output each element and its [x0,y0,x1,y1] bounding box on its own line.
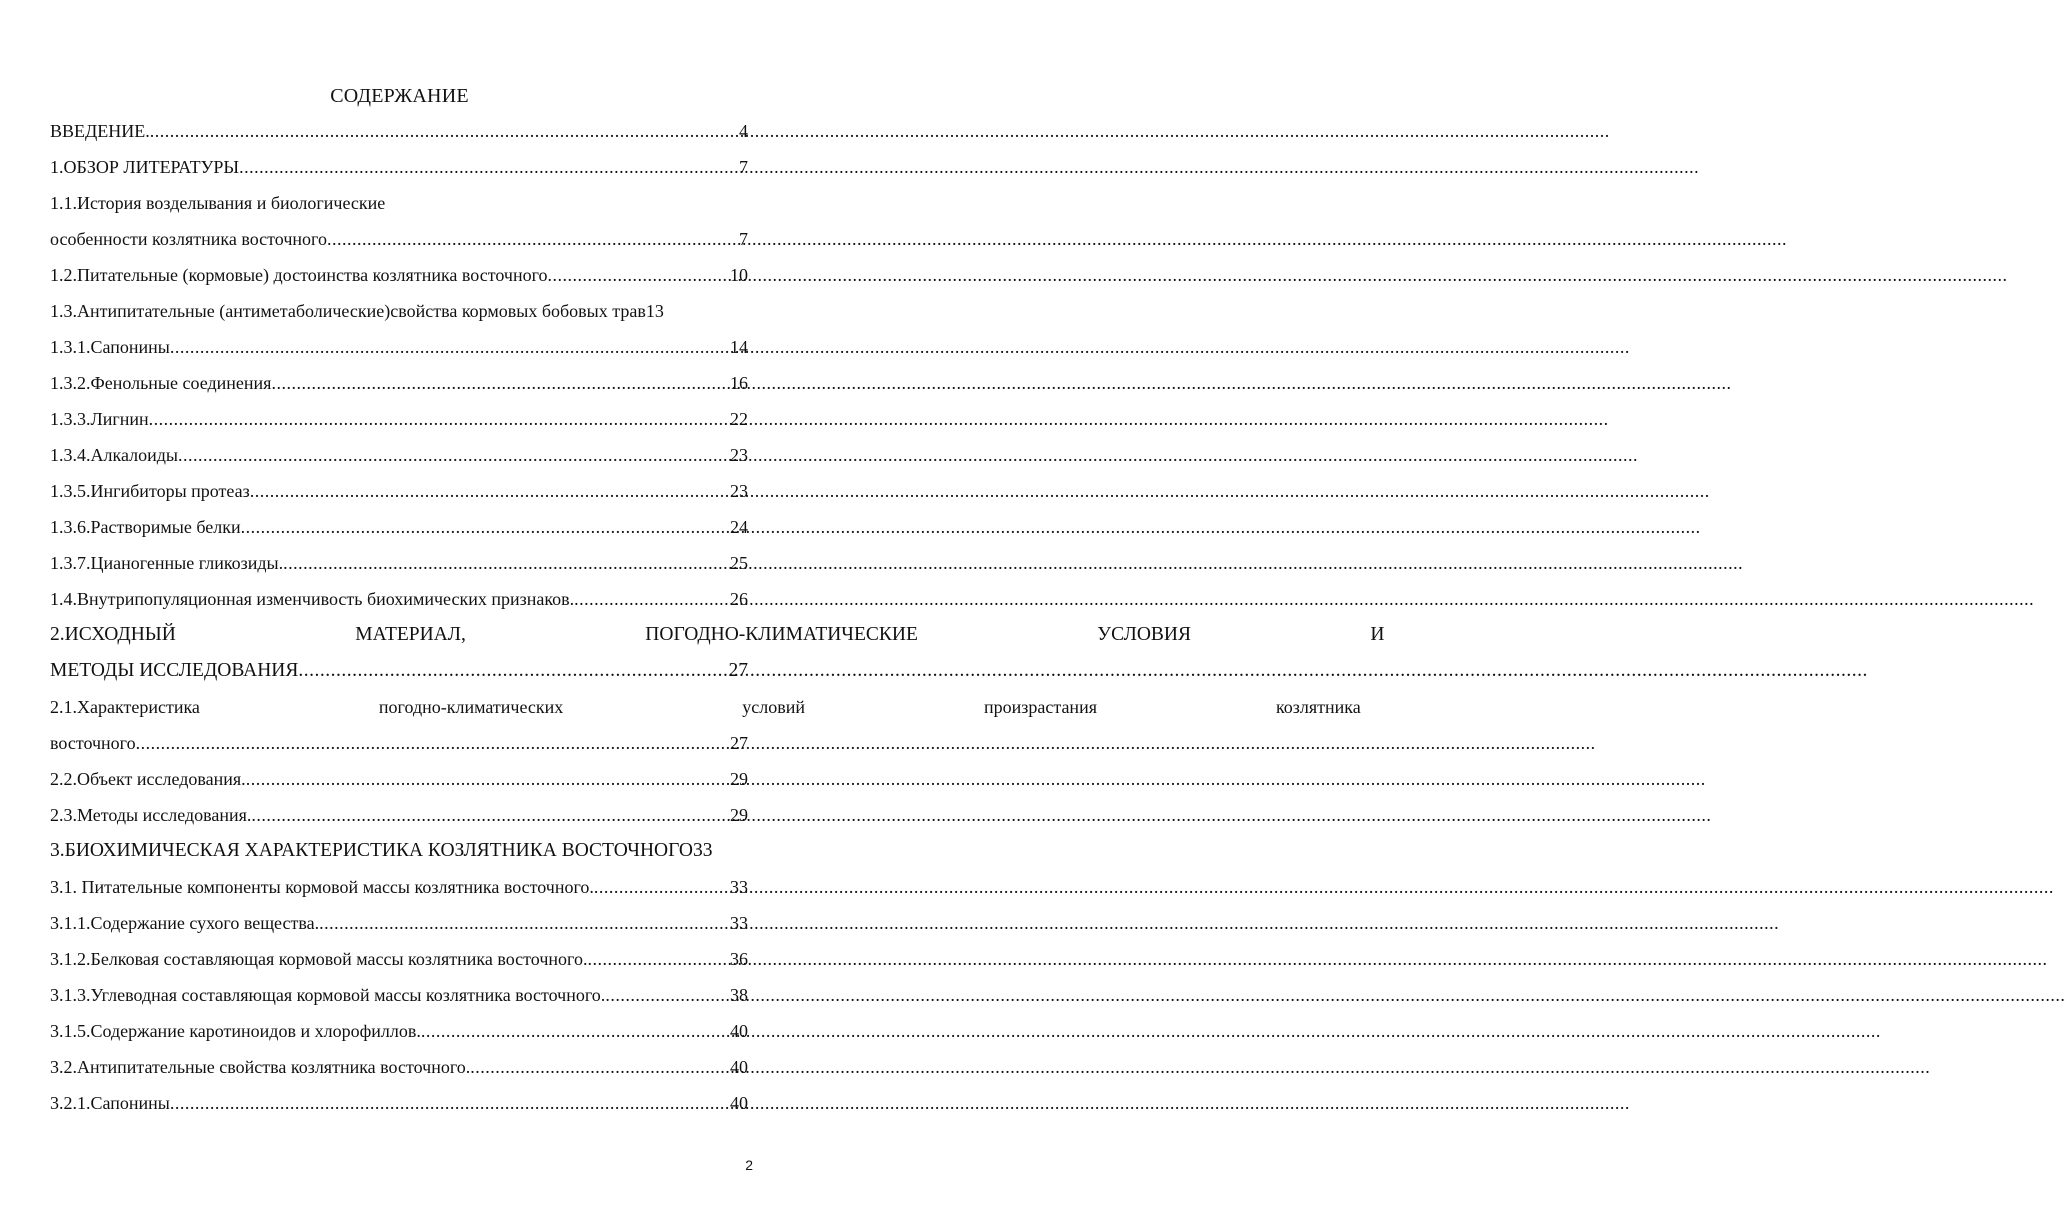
toc-entry-text: 1.1.История возделывания и биологические [50,193,386,213]
toc-leader-dots [170,333,730,361]
toc-entry-page: 26 [730,589,748,609]
toc-entry-3-1-5 [50,1017,748,1045]
toc-leader-dots [421,1017,730,1045]
toc-entry-text: 3.2.1.Сапонины [50,1093,170,1113]
toc-entry-3-2-1 [50,1089,748,1117]
toc-entry-page: 13 [645,301,664,321]
toc-leader-dots [587,945,730,973]
toc-leader-dots [319,909,730,937]
toc-entry-page: 29 [730,805,748,825]
toc-entry-text: 3.БИОХИМИЧЕСКАЯ ХАРАКТЕРИСТИКА КОЗЛЯТНИКА ВОСТОЧНОГО [50,840,694,861]
toc-leader-dots [327,225,739,253]
toc-leader-dots [594,873,730,901]
toc-entry-page: 7 [739,229,748,249]
toc-leader-dots [605,981,730,1009]
toc-entry-text: 3.1.2.Белковая составляющая кормовой массы козлятника восточного. [50,949,588,969]
toc-entry-text: 1.4.Внутрипопуляционная изменчивость биохимических признаков. [50,589,575,609]
toc-entry-chapter-1 [50,153,748,181]
toc-entry-page: 36 [730,949,748,969]
toc-entry-page: 7 [739,157,748,177]
toc-entry-text: 2.2.Объект исследования. [50,769,246,789]
toc-entry-text: 2.3.Методы исследования. [50,805,252,825]
toc-entry-page: 40 [730,1057,748,1077]
toc-entry-text: 1.3.6.Растворимые белки [50,517,241,537]
toc-entry-page: 38 [730,985,748,1005]
toc-leader-dots [470,1053,730,1081]
toc-entry-page: 16 [730,373,748,393]
toc-entry-chapter-2-line1 [50,621,1385,649]
toc-entry-1-3 [50,297,748,325]
toc-leader-dots [271,369,730,397]
toc-entry-text: ВВЕДЕНИЕ. [50,121,150,141]
toc-entry-page: 10 [730,265,748,285]
page-number: 2 [745,1157,753,1173]
toc-entry-1-3-2 [50,369,748,397]
toc-leader-dots [239,153,739,181]
toc-entry-chapter-2-line2 [50,657,748,685]
toc-entry-text: 3.2.Антипитательные свойства козлятника восточного. [50,1057,471,1077]
toc-entry-1-2 [50,261,748,289]
toc-entry-page: 23 [730,481,748,501]
toc-entry-2-1-line1 [50,693,1361,721]
toc-entry-page: 40 [730,1021,748,1041]
toc-entry-text: 1.3.Антипитательные (антиметаболические)свойства кормовых бобовых трав [50,301,646,321]
toc-entry-page: 24 [730,517,748,537]
toc-entry-text: 3.1.5.Содержание каротиноидов и хлорофиллов. [50,1021,421,1041]
toc-entry-3-1-2 [50,945,748,973]
toc-entry-text: 1.3.3.Лигнин [50,409,149,429]
toc-entry-page: 40 [730,1093,748,1113]
toc-leader-dots [149,405,730,433]
toc-entry-page: 27 [728,660,748,681]
toc-entry-page: 33 [730,877,748,897]
toc-entry-text: 1.2.Питательные (кормовые) достоинства козлятника восточного [50,265,548,285]
toc-leader-dots [246,765,730,793]
toc-entry-text: 1.ОБЗОР ЛИТЕРАТУРЫ [50,157,240,177]
toc-leader-dots [170,1089,730,1117]
toc-entry-3-1-3 [50,981,748,1009]
page-title: СОДЕРЖАНИЕ [330,85,469,107]
toc-leader-dots [548,261,730,289]
toc-entry-3-1 [50,873,748,901]
toc-entry-page: 29 [730,769,748,789]
toc-leader-dots [574,585,730,613]
toc-entry-3-2 [50,1053,748,1081]
toc-entry-page: 33 [730,913,748,933]
toc-entry-introduction [50,117,748,145]
toc-entry-text: 1.3.1.Сапонины [50,337,170,357]
toc-entry-1-3-5 [50,477,748,505]
toc-entry-1-1-line2 [50,225,748,253]
toc-entry-text: 1.3.2.Фенольные соединения [50,373,272,393]
toc-entry-page: 33 [693,840,713,861]
toc-entry-1-3-4 [50,441,748,469]
toc-entry-1-3-1 [50,333,748,361]
toc-entry-2-3 [50,801,748,829]
toc-entry-2-1-line2 [50,729,748,757]
toc-entry-1-3-7 [50,549,748,577]
toc-leader-dots [136,729,730,757]
toc-entry-page: 4 [739,121,748,141]
toc-entry-text: 1.3.7.Цианогенные гликозиды. [50,553,284,573]
toc-entry-1-3-6 [50,513,748,541]
toc-entry-1-3-3 [50,405,748,433]
toc-leader-dots [251,801,730,829]
toc-leader-dots [298,657,728,685]
toc-entry-page: 23 [730,445,748,465]
toc-entry-text: особенности козлятника восточного [50,229,327,249]
toc-entry-1-4 [50,585,748,613]
toc-entry-text: МЕТОДЫ ИССЛЕДОВАНИЯ [50,660,299,681]
toc-entry-text: 1.3.4.Алкалоиды [50,445,178,465]
toc-leader-dots [178,441,730,469]
toc-entry-text: 3.1.1.Содержание сухого вещества. [50,913,320,933]
toc-leader-dots [241,513,730,541]
toc-entry-page: 22 [730,409,748,429]
toc-entry-page: 27 [730,733,748,753]
toc-entry-page: 25 [730,553,748,573]
toc-entry-text: 1.3.5.Ингибиторы протеаз [50,481,250,501]
toc-entry-3-1-1 [50,909,748,937]
toc-entry-chapter-3 [50,837,748,865]
toc-entry-page: 14 [730,337,748,357]
toc-entry-text: 3.1. Питательные компоненты кормовой массы козлятника восточного. [50,877,594,897]
toc-entry-1-1-line1 [50,189,748,217]
toc-entry-text: восточного [50,733,136,753]
toc-leader-dots [150,117,739,145]
toc-leader-dots [250,477,730,505]
toc-entry-text: 3.1.3.Углеводная составляющая кормовой массы козлятника восточного. [50,985,606,1005]
toc-entry-text: 2.1.Характеристика погодно-климатических условий произрастания козлятника [50,697,1361,717]
toc-entry-text: 2.ИСХОДНЫЙ МАТЕРИАЛ, ПОГОДНО-КЛИМАТИЧЕСКИЕ УСЛОВИЯ И [50,624,1385,645]
toc-entry-2-2 [50,765,748,793]
toc-leader-dots [283,549,730,577]
